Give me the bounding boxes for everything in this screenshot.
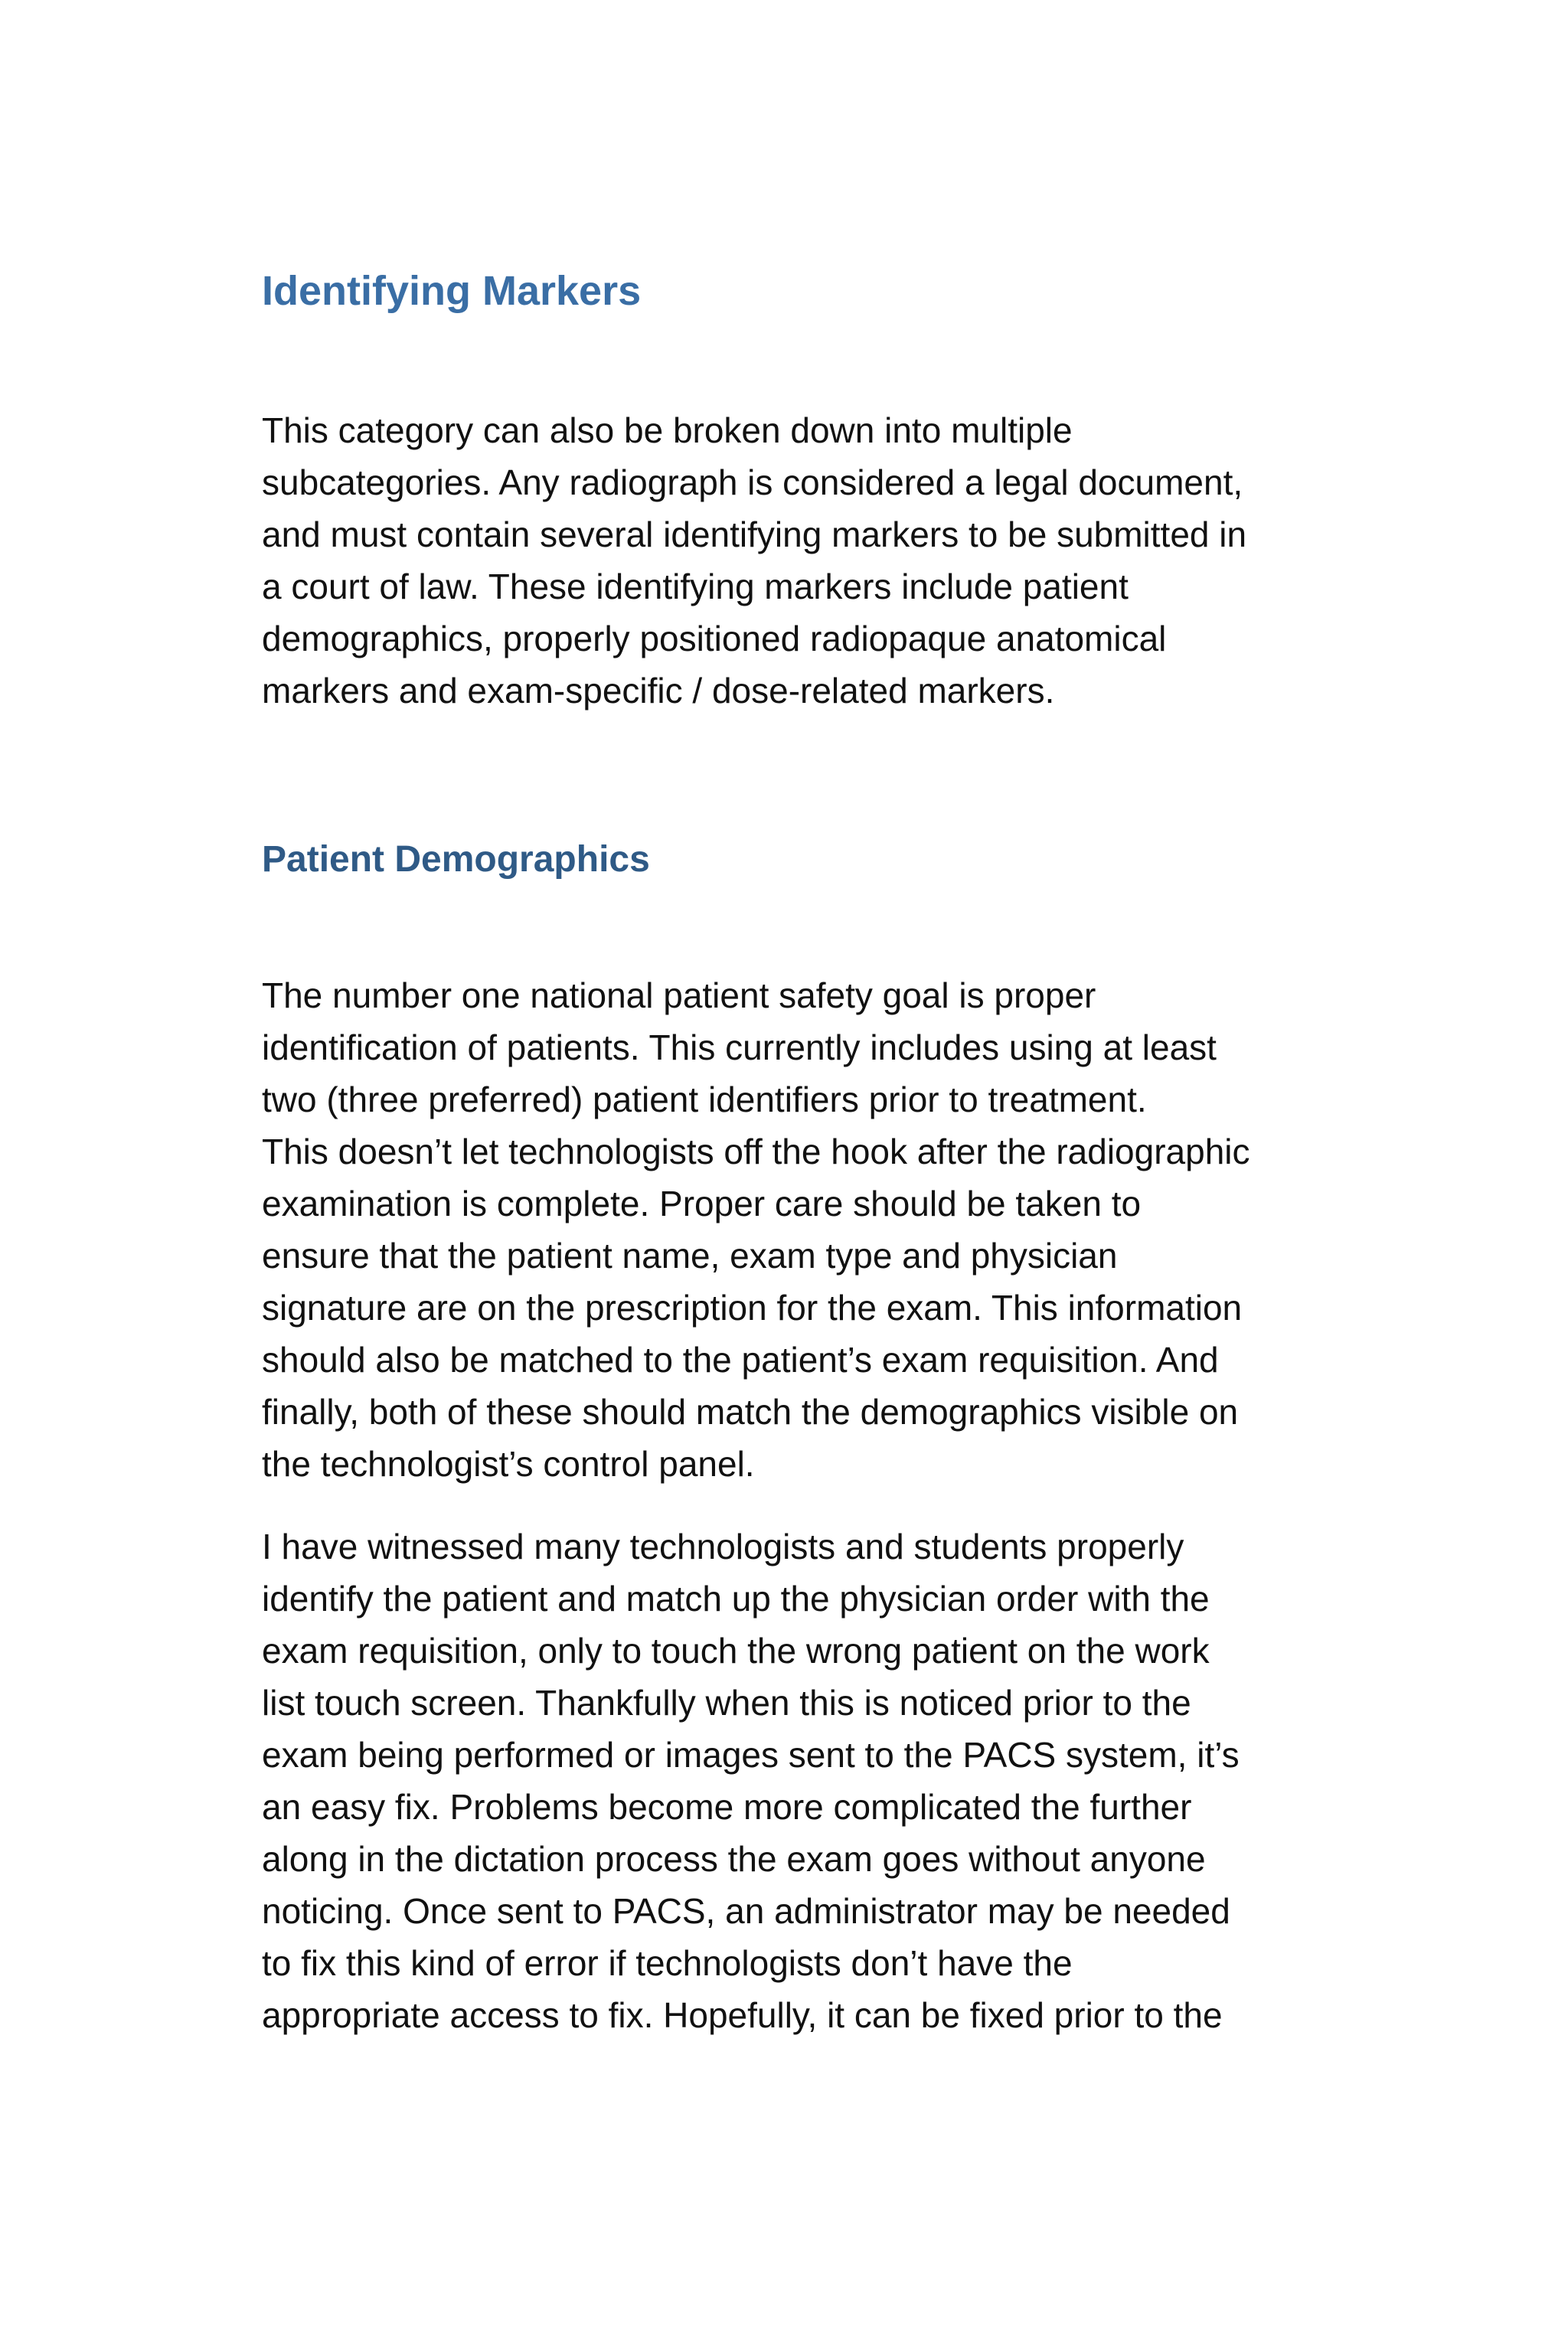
- paragraph-line: an easy fix. Problems become more complicated the further: [262, 1787, 1192, 1827]
- paragraph-line: The number one national patient safety goal is proper: [262, 975, 1096, 1015]
- paragraph-line: exam being performed or images sent to the PACS system, it’s: [262, 1735, 1240, 1775]
- paragraph-line: appropriate access to fix. Hopefully, it can be fixed prior to the: [262, 1995, 1223, 2035]
- paragraph-line: demographics, properly positioned radiopaque anatomical: [262, 619, 1167, 658]
- paragraph-line: two (three preferred) patient identifiers prior to treatment.: [262, 1080, 1147, 1119]
- paragraph-line: identify the patient and match up the physician order with the: [262, 1579, 1210, 1619]
- paragraph-line: markers and exam-specific / dose-related markers.: [262, 671, 1055, 710]
- section-heading-patient-demographics: Patient Demographics: [262, 839, 650, 880]
- paragraph-line: noticing. Once sent to PACS, an administrator may be needed: [262, 1891, 1230, 1931]
- paragraph-line: list touch screen. Thankfully when this is noticed prior to the: [262, 1683, 1191, 1723]
- paragraph-line: the technologist’s control panel.: [262, 1444, 755, 1484]
- paragraph-line: and must contain several identifying markers to be submitted in: [262, 514, 1247, 554]
- paragraph-line: exam requisition, only to touch the wrong patient on the work: [262, 1631, 1210, 1671]
- paragraph-line: finally, both of these should match the demographics visible on: [262, 1392, 1239, 1432]
- paragraph-line: I have witnessed many technologists and students properly: [262, 1527, 1184, 1566]
- paragraph-line: This doesn’t let technologists off the hook after the radiographic: [262, 1132, 1250, 1171]
- section-heading-identifying-markers: Identifying Markers: [262, 268, 642, 314]
- paragraph-line: signature are on the prescription for the exam. This information: [262, 1288, 1243, 1328]
- paragraph-line: identification of patients. This currently includes using at least: [262, 1027, 1217, 1067]
- paragraph-line: This category can also be broken down into multiple: [262, 410, 1073, 450]
- paragraph-line: ensure that the patient name, exam type and physician: [262, 1236, 1118, 1276]
- paragraph-line: along in the dictation process the exam goes without anyone: [262, 1839, 1206, 1879]
- paragraph-line: should also be matched to the patient’s exam requisition. And: [262, 1340, 1219, 1380]
- paragraph-line: examination is complete. Proper care should be taken to: [262, 1184, 1142, 1223]
- paragraph-line: to fix this kind of error if technologists don’t have the: [262, 1943, 1073, 1983]
- paragraph-line: subcategories. Any radiograph is considered a legal document,: [262, 462, 1243, 502]
- paragraph-line: a court of law. These identifying markers include patient: [262, 567, 1129, 606]
